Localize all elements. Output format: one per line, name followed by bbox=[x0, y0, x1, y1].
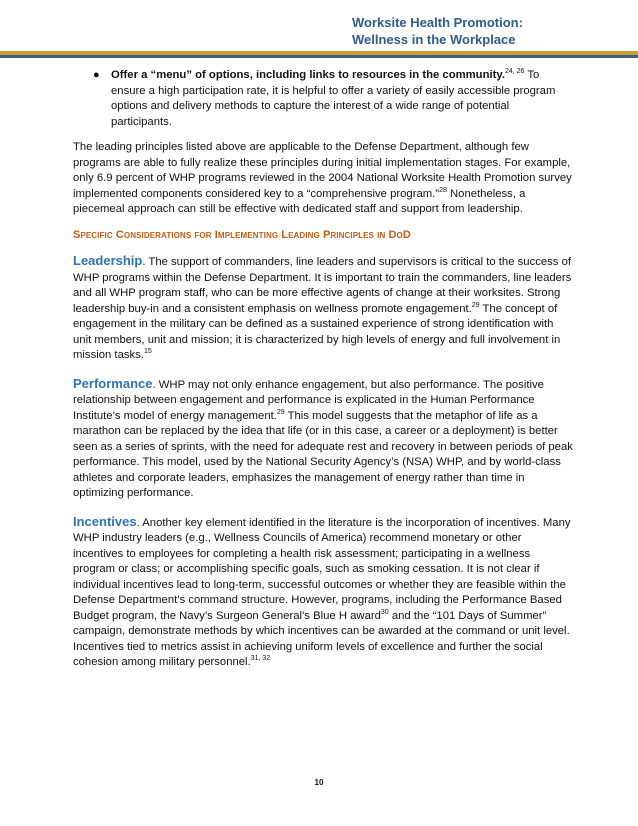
header-title-line2: Wellness in the Workplace bbox=[352, 32, 516, 47]
bullet-lead: Offer a “menu” of options, including links to resources in the community. bbox=[111, 69, 505, 81]
performance-citation: 29 bbox=[276, 408, 285, 416]
bullet-text: To ensure a high participation rate, it is helpful to offer a variety of easily accessible program options and delivery methods to capture the interest of a wide range of potential participants. bbox=[111, 69, 556, 128]
intro-citation: 28 bbox=[439, 186, 447, 194]
section-subheading: Specific Considerations for Implementing Leading Principles in DoD bbox=[73, 228, 411, 241]
body-text bbox=[73, 68, 573, 683]
incentives-text: . Another key element identified in the literature is the incorporation of incentives. Many WHP industry leaders (e.g., Wellness Councils of America) recommend monetary or other incentives to employees for completing a health risk assessment; participating in a wellness program or class; or accomplishing specific goals, such as smoking cessation. It is not clear if individual incentives lead to long-term, successful outcomes or whether they are feasible within the Defense Department’s command structure. However, programs, including the Performance Based Budget program, the Navy’s Surgeon General’s Blue H award bbox=[73, 516, 571, 622]
leadership-term: Leadership bbox=[73, 253, 143, 268]
intro-text-2: Nonetheless, a piecemeal approach can still be effective with dedicated staff and support from leadership. bbox=[73, 187, 526, 215]
page-number: 10 bbox=[314, 778, 324, 787]
incentives-text-2: and the “101 Days of Summer” campaign, demonstrate methods by which incentives can be awarded at the command or unit level. Incentives tied to metrics assist in achieving uniform levels of excellence and further the social cohesion among military personnel. bbox=[73, 609, 570, 668]
performance-text-2: This model suggests that the metaphor of life as a marathon can be replaced by the idea that life (or in this case, a career or a deployment) is better seen as a series of sprints, with the need for adequate rest and recovery in between periods of peak performance. This model, used by the National Security Agency’s (NSA) WHP, and by world-class athletes and corporate leaders, emphasizes the management of energy rather than time in optimizing performance. bbox=[73, 409, 573, 499]
leadership-text-2: The concept of engagement in the military can be defined as a sustained experience of strong identification with unit members, unit and mission; it is characterized by high levels of energy and full involvement in mission tasks. bbox=[73, 302, 561, 361]
performance-paragraph bbox=[73, 376, 573, 502]
header-title-line1: Worksite Health Promotion: bbox=[352, 15, 523, 30]
leadership-text: . The support of commanders, line leaders and supervisors is critical to the success of WHP programs within the Defense Department. It is important to train the commanders, line leaders and all WHP program staff, who can be more effective agents of change at their worksites. Strong leadership buy-in and a consistent emphasis on wellness promote engagement. bbox=[73, 256, 572, 315]
incentives-citation-1: 30 bbox=[380, 608, 389, 616]
performance-text: . WHP may not only enhance engagement, but also performance. The positive relationship between engagement and performance is explicated in the Human Performance Institute’s model of energy management. bbox=[73, 378, 544, 422]
intro-text: The leading principles listed above are applicable to the Defense Department, although few programs are able to fully realize these principles during initial implementation stages. For example, only 6.9 percent of WHP programs reviewed in the 2004 National Worksite Health Promotion survey implemented components considered key to a “comprehensive program.” bbox=[73, 141, 572, 200]
bullet-citation: 24, 26 bbox=[504, 68, 525, 76]
bullet-item bbox=[73, 68, 573, 130]
header-rule-blue bbox=[0, 55, 638, 58]
running-header bbox=[352, 14, 632, 48]
bullet-dot-icon: ● bbox=[93, 69, 100, 81]
leadership-paragraph bbox=[73, 253, 573, 364]
leadership-citation-2: 15 bbox=[143, 348, 152, 356]
header-rule-gold bbox=[0, 51, 638, 55]
header-rule bbox=[0, 51, 638, 61]
incentives-term: Incentives bbox=[73, 513, 137, 529]
intro-paragraph bbox=[73, 140, 573, 218]
leadership-citation-1: 29 bbox=[471, 301, 480, 309]
incentives-paragraph bbox=[73, 514, 573, 671]
incentives-citation-2: 31, 32 bbox=[250, 655, 271, 663]
performance-term: Performance bbox=[73, 375, 153, 391]
